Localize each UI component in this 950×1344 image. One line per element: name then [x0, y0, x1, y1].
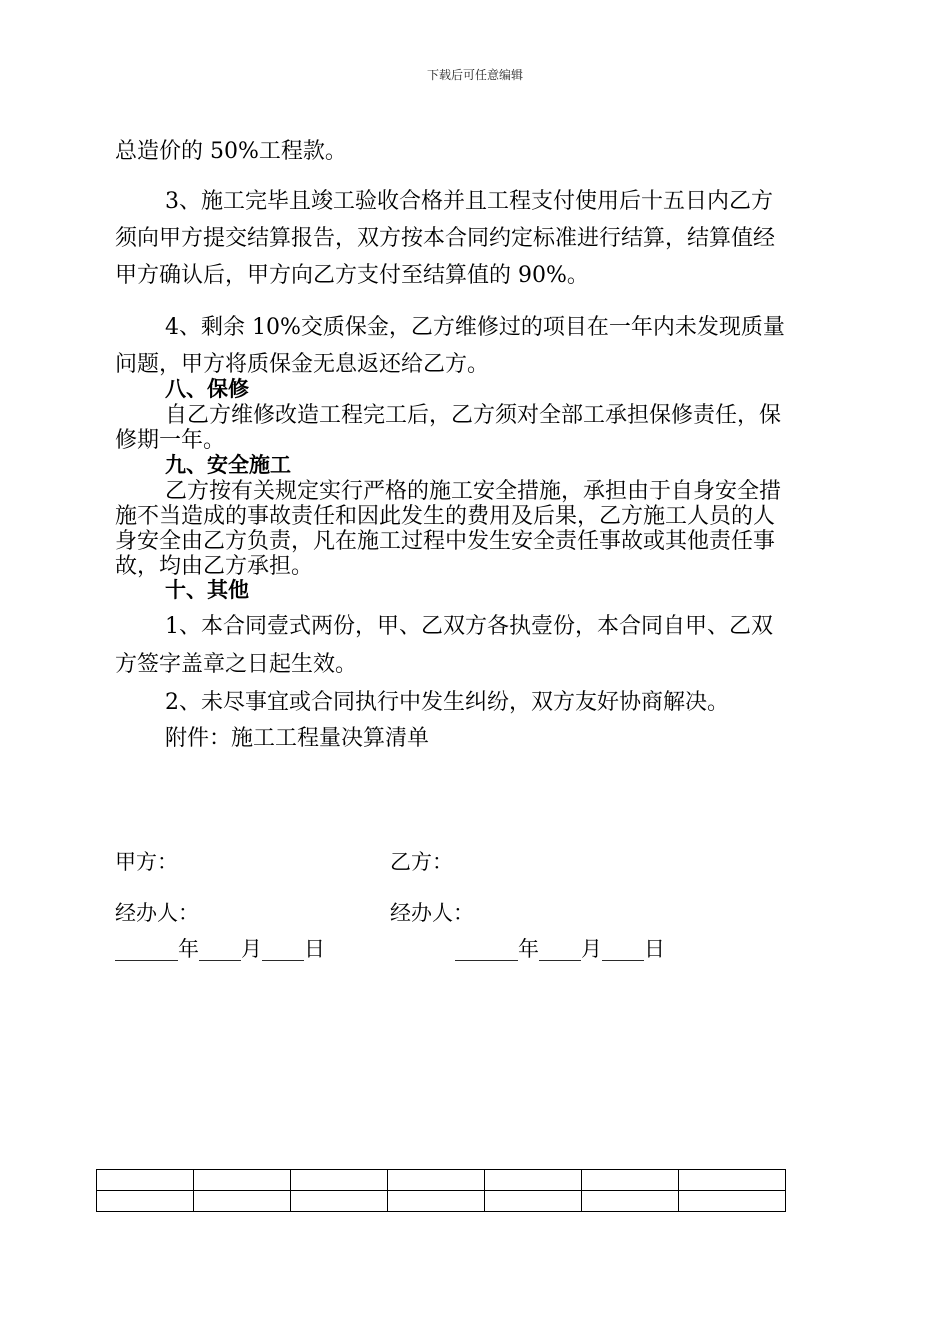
- paragraph-line: 3、施工完毕且竣工验收合格并且工程支付使用后十五日内乙方: [165, 189, 773, 214]
- section-heading: 九、安全施工: [165, 453, 291, 477]
- date-a-line: ______年____月____日: [115, 937, 325, 961]
- table-cell: [582, 1191, 679, 1212]
- table-cell: [485, 1191, 582, 1212]
- table-cell: [291, 1170, 388, 1191]
- table-cell: [97, 1170, 194, 1191]
- table-cell: [582, 1170, 679, 1191]
- paragraph-line: 1、本合同壹式两份，甲、乙双方各执壹份，本合同自甲、乙双: [165, 614, 773, 639]
- paragraph-line: 方签字盖章之日起生效。: [115, 652, 358, 677]
- table-cell: [194, 1191, 291, 1212]
- paragraph-line: 4、剩余 10%交质保金，乙方维修过的项目在一年内未发现质量: [165, 315, 785, 340]
- paragraph-line: 自乙方维修改造工程完工后，乙方须对全部工承担保修责任，保: [165, 403, 782, 428]
- party-b-label: 乙方：: [390, 850, 453, 874]
- paragraph-line: 2、未尽事宜或合同执行中发生纠纷，双方友好协商解决。: [165, 690, 729, 715]
- page-header: 下载后可任意编辑: [426, 68, 523, 82]
- agent-b-label: 经办人：: [390, 901, 474, 925]
- paragraph-line: 身安全由乙方负责，凡在施工过程中发生安全责任事故或其他责任事: [115, 529, 776, 554]
- table-cell: [291, 1191, 388, 1212]
- paragraph-line: 问题，甲方将质保金无息返还给乙方。: [115, 352, 490, 377]
- paragraph-line: 乙方按有关规定实行严格的施工安全措施，承担由于自身安全措: [165, 479, 782, 504]
- paragraph-line: 修期一年。: [115, 428, 226, 453]
- paragraph-line: 施不当造成的事故责任和因此发生的费用及后果，乙方施工人员的人: [115, 504, 776, 529]
- table-cell: [679, 1170, 786, 1191]
- paragraph-line: 故，均由乙方承担。: [115, 554, 314, 579]
- party-a-label: 甲方：: [115, 850, 178, 874]
- blank-table: [96, 1169, 786, 1212]
- agent-a-label: 经办人：: [115, 901, 199, 925]
- table-cell: [194, 1170, 291, 1191]
- section-heading: 八、保修: [165, 377, 249, 401]
- paragraph-line: 须向甲方提交结算报告，双方按本合同约定标准进行结算，结算值经: [115, 226, 776, 251]
- table-row: [97, 1170, 786, 1191]
- paragraph-line: 甲方确认后，甲方向乙方支付至结算值的 90%。: [115, 263, 589, 288]
- table-row: [97, 1191, 786, 1212]
- table-cell: [679, 1191, 786, 1212]
- table-cell: [388, 1191, 485, 1212]
- table-cell: [485, 1170, 582, 1191]
- paragraph-line: 总造价的 50%工程款。: [115, 139, 347, 164]
- table-cell: [97, 1191, 194, 1212]
- attachment-line: 附件：施工工程量决算清单: [165, 726, 430, 751]
- table-cell: [388, 1170, 485, 1191]
- date-b-line: ______年____月____日: [455, 937, 665, 961]
- section-heading: 十、其他: [165, 578, 249, 602]
